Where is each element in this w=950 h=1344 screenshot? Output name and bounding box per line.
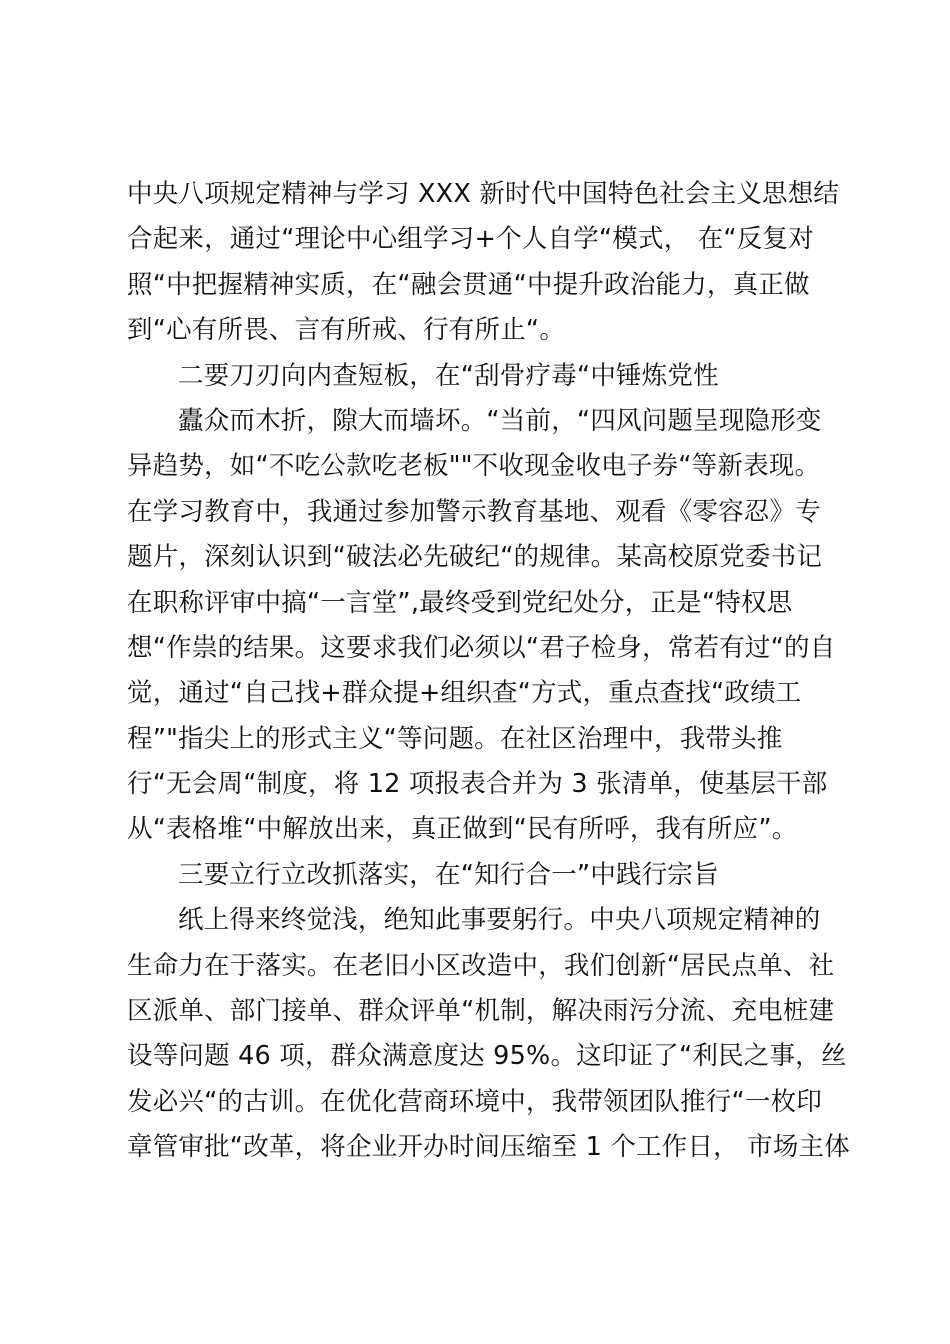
paragraph-first-line: 纸上得来终觉浅，绝知此事要躬行。中央八项规定精神的 — [178, 905, 821, 936]
text-line: 行“无会周“制度，将 12 项报表合并为 3 张清单，使基层干部 — [127, 769, 828, 800]
text-line: 到“心有所畏、言有所戒、行有所止“。 — [127, 315, 566, 346]
text-line: 中央八项规定精神与学习 XXX 新时代中国特色社会主义思想结 — [127, 179, 840, 209]
text-line: 章管审批“改革，将企业开办时间压缩至 1 个工作日， 市场主体 — [127, 1132, 850, 1163]
text-line: 设等问题 46 项，群众满意度达 95%。这印证了“利民之事，丝 — [127, 1041, 847, 1072]
text-line: 在职称评审中搞“一言堂”,最终受到党纪处分，正是“特权思 — [127, 587, 793, 618]
text-line: 在学习教育中，我通过参加警示教育基地、观看《零容忍》专 — [127, 496, 821, 527]
text-line: 从“表格堆“中解放出来，真正做到“民有所呼，我有所应”。 — [127, 814, 798, 845]
paragraph-first-line: 蠹众而木折，隙大而墙坏。“当前，“四风问题呈现隐形变 — [178, 405, 822, 436]
text-line: 想“作祟的结果。这要求我们必须以“君子检身，常若有过“的自 — [127, 632, 836, 663]
text-line: 觉，通过“自己找+群众提+组织查“方式，重点查找“政绩工 — [127, 678, 802, 709]
section-heading: 二要刀刃向内查短板，在“刮骨疗毒“中锤炼党性 — [178, 360, 719, 391]
text-line: 程”"指尖上的形式主义“等问题。在社区治理中，我带头推 — [127, 723, 783, 754]
text-line: 异趋势，如“不吃公款吃老板""不收现金收电子券“等新表现。 — [127, 451, 821, 482]
text-line: 发必兴“的古训。在优化营商环境中，我带领团队推行“一枚印 — [127, 1086, 823, 1117]
text-line: 合起来，通过“理论中心组学习+个人自学“模式， 在“反复对 — [127, 224, 814, 255]
text-line: 照“中把握精神实质，在“融会贯通“中提升政治能力，真正做 — [127, 269, 810, 300]
body-text — [127, 172, 850, 1171]
text-line: 题片，深刻认识到“破法必先破纪“的规律。某高校原党委书记 — [127, 542, 823, 573]
text-line: 生命力在于落实。在老旧小区改造中，我们创新“居民点单、社 — [127, 950, 835, 981]
text-line: 区派单、部门接单、群众评单“机制，解决雨污分流、充电桩建 — [127, 996, 835, 1027]
section-heading: 三要立行立改抓落实，在“知行合一”中践行宗旨 — [178, 859, 719, 890]
